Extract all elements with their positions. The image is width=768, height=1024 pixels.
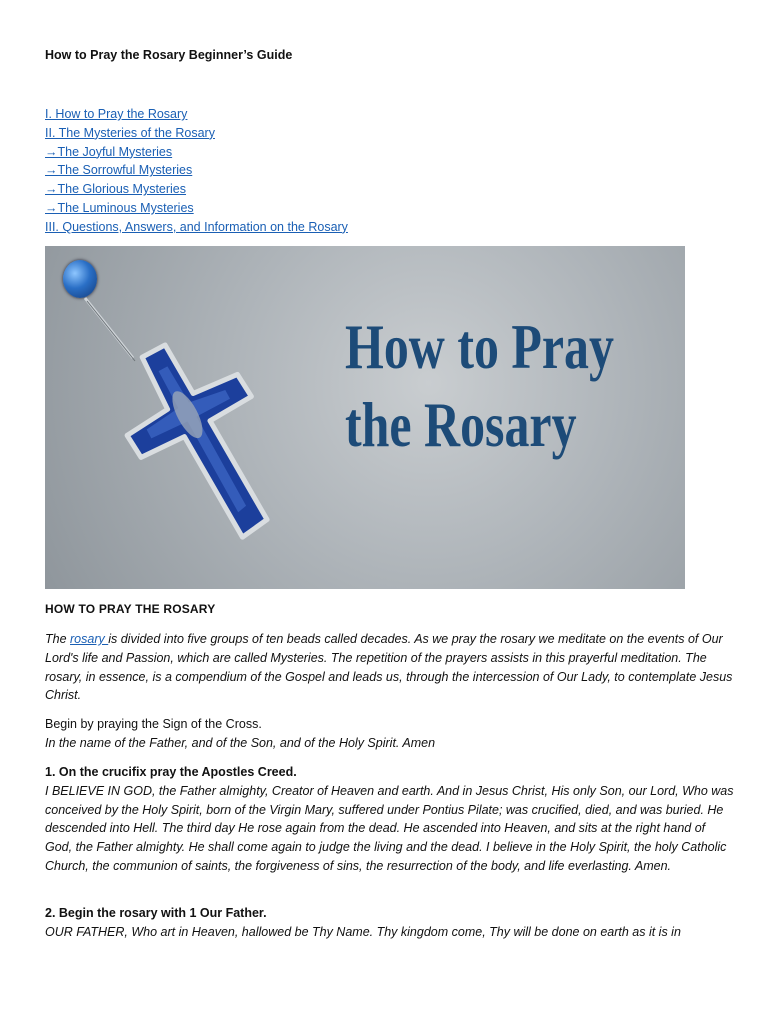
step-1-title: 1. On the crucifix pray the Apostles Creed. (45, 765, 297, 779)
toc-link-glorious[interactable]: →The Glorious Mysteries (45, 182, 187, 197)
our-father-text: OUR FATHER, Who art in Heaven, hallowed be Thy Name. Thy kingdom come, Thy will be done on earth as it is in (45, 924, 681, 939)
toc-link-how-to-pray[interactable]: I. How to Pray the Rosary (45, 107, 188, 121)
intro-text-start: The (45, 632, 71, 646)
begin-paragraph (45, 715, 735, 753)
section-heading: HOW TO PRAY THE ROSARY (45, 602, 216, 616)
toc-item (45, 143, 348, 162)
table-of-contents (45, 105, 348, 237)
hero-title (345, 308, 614, 464)
step-1-paragraph (45, 763, 735, 876)
toc-item (45, 105, 348, 124)
toc-link-questions[interactable]: III. Questions, Answers, and Information on the Rosary (45, 219, 348, 234)
intro-text-rest: is divided into five groups of ten beads called decades. As we pray the rosary we meditate on the events of Our Lord's life and Passion, which are called Mysteries. The repetition of the prayers assists in this prayerful meditation. The rosary, in essence, is a compendium of the Gospel and leads us, through the intercession of Our Lady, to contemplate Jesus Christ. (45, 632, 733, 703)
document-title: How to Pray the Rosary Beginner’s Guide (45, 48, 293, 62)
toc-item (45, 161, 348, 180)
toc-link-mysteries[interactable]: II. The Mysteries of the Rosary (45, 125, 215, 140)
apostles-creed-text: I BELIEVE IN GOD, the Father almighty, Creator of Heaven and earth. And in Jesus Christ, His only Son, our Lord, Who was conceived by the Holy Spirit, born of the Virgin Mary, suffered under Pontius Pilate; was crucified, died, and was buried. He descended into Hell. The third day He rose again from the dead. He ascended into Heaven, and sits at the right hand of God, the Father almighty. He shall come again to judge the living and the dead. I believe in the Holy Spirit, the holy Catholic Church, the communion of saints, the forgiveness of sins, the resurrection of the body, and life everlasting. Amen. (45, 783, 734, 873)
intro-paragraph (45, 630, 735, 705)
step-2-paragraph (45, 904, 735, 942)
toc-link-joyful[interactable]: →The Joyful Mysteries (45, 144, 173, 159)
sign-of-cross-prayer: In the name of the Father, and of the Son, and of the Holy Spirit. Amen (45, 735, 436, 750)
toc-item (45, 124, 348, 143)
hero-title-line-1: How to Pray (345, 311, 614, 382)
toc-item (45, 218, 348, 237)
toc-item (45, 180, 348, 199)
begin-text: Begin by praying the Sign of the Cross. (45, 717, 262, 731)
crucifix-icon (45, 246, 345, 589)
rosary-link[interactable]: rosary (70, 632, 109, 646)
toc-item (45, 199, 348, 218)
hero-title-line-2: the Rosary (345, 389, 577, 460)
toc-link-luminous[interactable]: →The Luminous Mysteries (45, 200, 194, 215)
hero-image (45, 246, 685, 589)
toc-link-sorrowful[interactable]: →The Sorrowful Mysteries (45, 163, 193, 178)
step-2-title: 2. Begin the rosary with 1 Our Father. (45, 906, 267, 920)
